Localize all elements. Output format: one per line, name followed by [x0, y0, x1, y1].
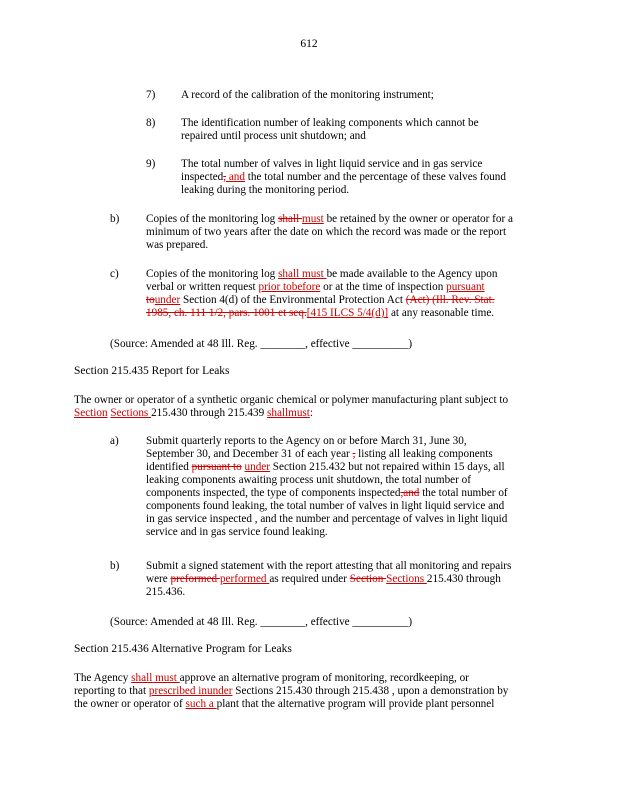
inserted-text: Sections [386, 573, 427, 585]
deleted-text: (Act) (Ill. Rev. Stat. [405, 294, 495, 306]
section-paragraph-line [74, 407, 313, 421]
text: approve an alternative program of monitoring, recordkeeping, or [179, 672, 469, 684]
item-8-label: 8) [146, 117, 156, 129]
deleted-text: 1985, ch. 111 1/2, pars. 1001 et seq. [146, 307, 307, 319]
text: Sections 215.430 through 215.438 , upon a demonstration by [232, 685, 509, 697]
item-b-line: Submit a signed statement with the report attesting that all monitoring and repairs [146, 560, 512, 572]
section-paragraph-line [74, 685, 508, 699]
text: components inspected, the type of components inspected [146, 487, 401, 499]
item-a-line [146, 487, 508, 501]
item-a-line: Submit quarterly reports to the Agency on or before March 31, June 30, [146, 435, 467, 447]
text: verbal or written request [146, 281, 259, 293]
inserted-text: [415 ILCS 5/4(d)] [306, 307, 389, 319]
item-8-line: repaired until process unit shutdown; and [181, 130, 366, 142]
item-c-line [146, 307, 494, 321]
item-a-line [146, 448, 493, 462]
item-b-line: was prepared. [146, 239, 209, 251]
text: inspected [181, 171, 224, 183]
deleted-text: ,and [400, 487, 420, 499]
section-paragraph-line [74, 672, 469, 686]
inserted-text: and [226, 171, 245, 183]
inserted-text: shall [131, 672, 153, 684]
inserted-text: under [206, 685, 233, 697]
item-a-line [146, 461, 505, 475]
inserted-text: prior to [258, 281, 292, 293]
text: Section 215.432 but not repaired within 15 days, all [269, 461, 505, 473]
inserted-text: such a [185, 698, 217, 710]
inserted-text: under [244, 461, 270, 473]
text: the total number and the percentage of these valves found [245, 171, 506, 183]
inserted-text: shall [267, 407, 289, 419]
section-paragraph-line: The owner or operator of a synthetic organic chemical or polymer manufacturing plant subject to [74, 394, 509, 406]
text: Section 4(d) of the Environmental Protection Act [180, 294, 406, 306]
text: 215.430 through 215.439 [151, 407, 267, 419]
item-b-label: b) [110, 560, 120, 572]
item-b-line [146, 573, 501, 587]
inserted-text: shall must [278, 268, 327, 280]
inserted-text: pursuant [446, 281, 485, 293]
text: Copies of the monitoring log [146, 213, 279, 225]
text: plant that the alternative program will provide plant personnel [216, 698, 495, 710]
inserted-text: under [154, 294, 181, 306]
inserted-text: must [152, 672, 180, 684]
inserted-text: must [302, 213, 324, 225]
section-paragraph-line [74, 698, 494, 712]
item-a-label: a) [110, 435, 119, 447]
item-7-text: A record of the calibration of the monitoring instrument; [181, 89, 434, 101]
text: the total number of [419, 487, 508, 499]
deleted-text: , [223, 171, 227, 183]
text: September 30, and December 31 of each year [146, 448, 353, 460]
item-b-line [146, 213, 513, 227]
inserted-text: prescribed in [148, 685, 207, 697]
deleted-text: shall [278, 213, 303, 225]
inserted-text: before [291, 281, 321, 293]
item-b-label: b) [110, 213, 120, 225]
text: 215.430 through [426, 573, 501, 585]
text: reporting to that [74, 685, 149, 697]
text: identified [146, 461, 192, 473]
text: be retained by the owner or operator for a [323, 213, 513, 225]
text: as required under [269, 573, 350, 585]
item-7-label: 7) [146, 89, 156, 101]
item-9-line: The total number of valves in light liquid service and in gas service [181, 158, 483, 170]
text: were [146, 573, 171, 585]
text: listing all leaking components [355, 448, 493, 460]
item-b-line: 215.436. [146, 586, 186, 598]
item-a-line: leaking components awaiting process unit shutdown, the total number of [146, 474, 471, 486]
section-heading: Section 215.436 Alternative Program for Leaks [74, 643, 292, 655]
item-c-line [146, 268, 497, 282]
item-9-line [181, 171, 506, 185]
item-8-line: The identification number of leaking components which cannot be [181, 117, 479, 129]
item-c-line [146, 281, 485, 295]
item-9-label: 9) [146, 158, 156, 170]
section-heading: Section 215.435 Report for Leaks [74, 365, 230, 377]
item-a-line: service and in gas service found leaking. [146, 526, 328, 538]
text: : [309, 407, 314, 419]
item-c-line [146, 294, 495, 308]
item-b-line: minimum of two years after the date on which the record was made or the report [146, 226, 507, 238]
deleted-text: to [146, 294, 155, 306]
item-a-line: components found leaking, the total number of valves in light liquid service and [146, 500, 505, 512]
inserted-text: Section [74, 407, 108, 419]
deleted-text: pursuant to [191, 461, 242, 473]
inserted-text: must [288, 407, 310, 419]
inserted-text: performed [219, 573, 270, 585]
text: be made available to the Agency upon [326, 268, 498, 280]
text: the owner or operator of [74, 698, 186, 710]
deleted-text: preformed [170, 573, 220, 585]
text: or at the time of inspection [320, 281, 447, 293]
item-c-label: c) [110, 268, 119, 280]
inserted-text: Sections [110, 407, 152, 419]
item-a-line: in gas service inspected , and the number and percentage of valves in light liquid [146, 513, 508, 525]
text: at any reasonable time. [388, 307, 495, 319]
item-9-line: leaking during the monitoring period. [181, 184, 350, 196]
deleted-text: Section [349, 573, 387, 585]
text: Copies of the monitoring log [146, 268, 279, 280]
source-note: (Source: Amended at 48 Ill. Reg. ________, effective __________) [110, 338, 413, 350]
source-note: (Source: Amended at 48 Ill. Reg. ________, effective __________) [110, 616, 413, 628]
text: The Agency [74, 672, 132, 684]
page-number: 612 [300, 38, 318, 50]
deleted-text: , [352, 448, 356, 460]
